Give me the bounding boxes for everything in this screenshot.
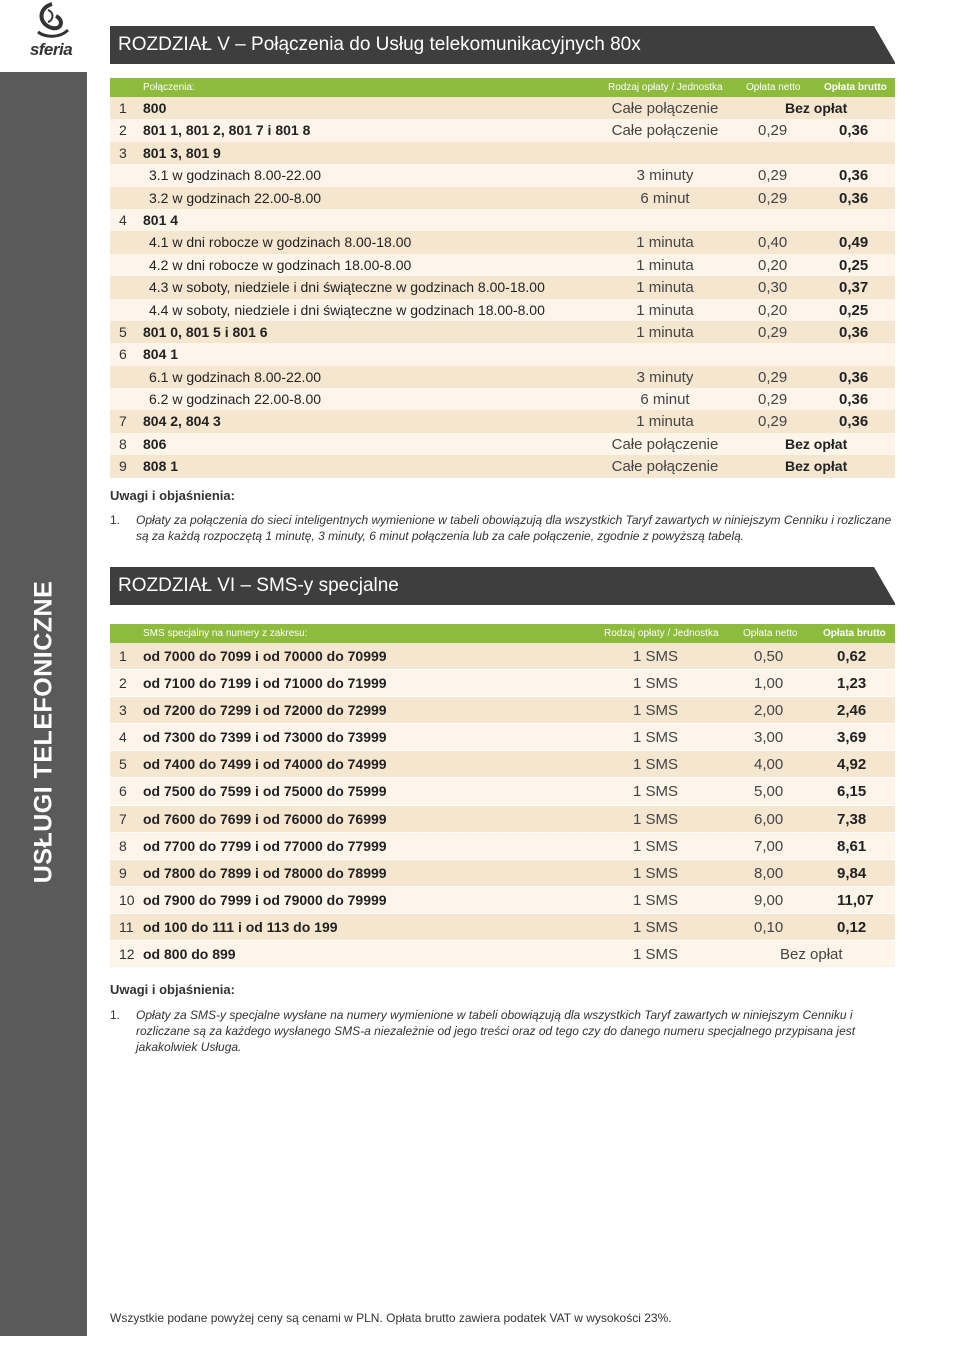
header-gross: Opłata brutto: [824, 82, 887, 93]
charge-unit: 3 minuty: [636, 368, 694, 386]
gross-price: 0,62: [837, 648, 867, 665]
free-label: Bez opłat: [785, 100, 848, 116]
net-price: 0,29: [758, 189, 788, 207]
note-number: 1.: [110, 513, 121, 527]
row-number: 4: [119, 211, 127, 228]
row-number: 10: [119, 891, 135, 908]
net-price: 9,00: [754, 891, 784, 909]
charge-unit: 1 minuta: [636, 256, 694, 274]
chapter-5-table: [110, 78, 895, 478]
net-price: 0,29: [758, 413, 788, 431]
row-label: 804 2, 804 3: [143, 413, 221, 430]
charge-unit: 1 minuta: [636, 323, 694, 341]
row-label: od 7900 do 7999 i od 79000 do 79999: [143, 891, 387, 908]
logo-text: sferia: [29, 40, 73, 59]
net-price: 0,29: [758, 391, 788, 409]
row-number: 8: [119, 837, 127, 854]
row-label: 4.3 w soboty, niedziele i dni świąteczne w godzinach 8.00-18.00: [149, 279, 545, 296]
charge-unit: 1 SMS: [633, 864, 679, 882]
row-label: 801 1, 801 2, 801 7 i 801 8: [143, 122, 311, 139]
row-label: 801 0, 801 5 i 801 6: [143, 323, 268, 340]
charge-unit: 1 SMS: [633, 648, 679, 665]
row-label: od 7800 do 7899 i od 78000 do 78999: [143, 864, 387, 881]
row-number: 8: [119, 435, 127, 452]
table-row: [110, 366, 895, 388]
table-row: [110, 209, 895, 231]
header-unit: Rodzaj opłaty / Jednostka: [604, 628, 719, 639]
net-price: 1,00: [754, 675, 784, 693]
row-label: od 7700 do 7799 i od 77000 do 77999: [143, 837, 387, 854]
gross-price: 0,37: [839, 279, 869, 297]
net-price: 0,20: [758, 301, 788, 319]
table-row: [110, 343, 895, 365]
gross-price: 0,25: [839, 301, 869, 319]
gross-price: 0,36: [839, 323, 869, 341]
gross-price: 0,25: [839, 256, 869, 274]
chapter-5-notes-title: Uwagi i objaśnienia:: [110, 488, 235, 503]
net-price: 0,20: [758, 256, 788, 274]
row-label: 4.2 w dni robocze w godzinach 18.00-8.00: [149, 256, 412, 273]
charge-unit: 6 minut: [640, 391, 690, 409]
charge-unit: 1 SMS: [633, 756, 679, 774]
row-number: 5: [119, 323, 127, 340]
gross-price: 4,92: [837, 756, 867, 774]
table-row: [110, 455, 895, 477]
table-row: [110, 806, 895, 833]
table-row: [110, 860, 895, 887]
table-row: [110, 433, 895, 455]
net-price: 0,29: [758, 368, 788, 386]
logo-swirl-icon: [8, 2, 94, 42]
note-text: Opłaty za SMS-y specjalne wysłane na numery wymienione w tabeli obowiązują dla wszystkich Taryf zawartych w niniejszym Cenniku i rozliczane są za każdego wysłanego SMS-a niezależnie od jego treści oraz od tego czy do danego numeru specjalnego przypisana jest jakakolwiek Usługa.: [136, 1008, 856, 1054]
charge-unit: 1 SMS: [633, 783, 679, 801]
row-label: 801 3, 801 9: [143, 144, 221, 161]
table-row: [110, 941, 895, 968]
table-row: [110, 164, 895, 186]
table-row: [110, 724, 895, 751]
chapter-6-title: ROZDZIAŁ VI – SMS-y specjalne: [118, 575, 399, 596]
table-row: [110, 97, 895, 119]
net-price: 0,29: [758, 323, 788, 341]
net-price: 0,29: [758, 167, 788, 185]
row-number: 12: [119, 946, 135, 963]
gross-price: 3,69: [837, 729, 867, 747]
note-text: Opłaty za połączenia do sieci inteligentnych wymienione w tabeli obowiązują dla wszystkich Taryf zawartych w niniejszym Cenniku i rozliczane są za każdą rozpoczętą 1 minutę, 3 minuty, 6 minut połączenia lub za całe połączenie, zgodnie z powyższą tabelą.: [136, 513, 892, 543]
gross-price: 7,38: [837, 810, 867, 828]
row-label: od 800 do 899: [143, 946, 236, 963]
free-label: Bez opłat: [785, 435, 848, 452]
gross-price: 0,12: [837, 918, 867, 936]
row-label: 4.4 w soboty, niedziele i dni świąteczne w godzinach 18.00-8.00: [149, 301, 545, 318]
row-number: 1: [119, 648, 127, 664]
row-label: od 7000 do 7099 i od 70000 do 70999: [143, 648, 387, 664]
section-title-vertical: USŁUGI TELEFONICZNE: [29, 580, 58, 884]
charge-unit: 6 minut: [640, 189, 690, 207]
table-row: [110, 142, 895, 164]
charge-unit: Całe połączenie: [611, 435, 719, 453]
table-row: [110, 187, 895, 209]
row-label: od 7500 do 7599 i od 75000 do 75999: [143, 783, 387, 800]
table-header: [110, 78, 895, 97]
net-price: 0,50: [754, 648, 784, 665]
table-row: [110, 778, 895, 805]
table-row: [110, 388, 895, 410]
net-price: 4,00: [754, 756, 784, 774]
charge-unit: 1 SMS: [633, 702, 679, 720]
table-row: [110, 410, 895, 432]
row-label: 6.1 w godzinach 8.00-22.00: [149, 368, 322, 385]
chapter-6-table: [110, 624, 895, 968]
net-price: Bez opłat: [780, 946, 843, 964]
charge-unit: 1 minuta: [636, 301, 694, 319]
gross-price: 0,49: [839, 234, 869, 252]
table-row: [110, 299, 895, 321]
table-row: [110, 697, 895, 724]
row-label: od 7400 do 7499 i od 74000 do 74999: [143, 756, 387, 773]
row-label: 3.1 w godzinach 8.00-22.00: [149, 167, 322, 184]
row-number: 6: [119, 783, 127, 800]
row-label: 804 1: [143, 346, 179, 363]
row-number: 11: [119, 918, 134, 935]
net-price: 8,00: [754, 864, 784, 882]
row-number: 3: [119, 702, 127, 719]
row-number: 1: [119, 100, 127, 116]
row-label: 800: [143, 100, 167, 116]
row-label: 6.2 w godzinach 22.00-8.00: [149, 391, 322, 408]
table-header: [110, 624, 895, 643]
row-label: od 7300 do 7399 i od 73000 do 73999: [143, 729, 387, 746]
gross-price: 0,36: [839, 189, 869, 207]
table-row: [110, 887, 895, 914]
chapter-6-notes-title: Uwagi i objaśnienia:: [110, 982, 235, 997]
row-number: 7: [119, 413, 127, 430]
row-label: od 7600 do 7699 i od 76000 do 76999: [143, 810, 387, 827]
row-label: od 7100 do 7199 i od 71000 do 71999: [143, 675, 387, 692]
net-price: 0,30: [758, 279, 788, 297]
table-row: [110, 643, 895, 670]
charge-unit: 3 minuty: [636, 167, 694, 185]
gross-price: 0,36: [839, 391, 869, 409]
table-row: [110, 119, 895, 141]
row-number: 9: [119, 458, 127, 475]
charge-unit: 1 minuta: [636, 234, 694, 252]
table-row: [110, 254, 895, 276]
row-number: 9: [119, 864, 127, 881]
row-label: 4.1 w dni robocze w godzinach 8.00-18.00: [149, 234, 412, 251]
sferia-logo: [8, 2, 94, 68]
net-price: 0,29: [758, 122, 788, 140]
header-net: Opłata netto: [746, 82, 801, 93]
net-price: 2,00: [754, 702, 784, 720]
gross-price: 2,46: [837, 702, 867, 720]
charge-unit: 1 SMS: [633, 729, 679, 747]
charge-unit: 1 SMS: [633, 918, 679, 936]
row-label: 801 4: [143, 211, 179, 228]
header-gross: Opłata brutto: [823, 628, 886, 639]
table-row: [110, 914, 895, 941]
row-label: od 7200 do 7299 i od 72000 do 72999: [143, 702, 387, 719]
net-price: 0,40: [758, 234, 788, 252]
row-label: od 100 do 111 i od 113 do 199: [143, 918, 338, 935]
row-number: 2: [119, 675, 127, 692]
charge-unit: Całe połączenie: [611, 458, 719, 476]
gross-price: 0,36: [839, 122, 869, 140]
page-number: 16: [28, 1334, 59, 1364]
row-number: 3: [119, 144, 127, 161]
chapter-5-note: [110, 512, 900, 544]
charge-unit: 1 SMS: [633, 675, 679, 693]
row-number: 5: [119, 756, 127, 773]
gross-price: 0,36: [839, 368, 869, 386]
row-label: 808 1: [143, 458, 179, 475]
gross-price: 6,15: [837, 783, 867, 801]
free-label: Bez opłat: [785, 458, 848, 475]
table-row: [110, 751, 895, 778]
row-number: 4: [119, 729, 127, 746]
chapter-5-title: ROZDZIAŁ V – Połączenia do Usług telekomunikacyjnych 80x: [118, 34, 641, 55]
table-row: [110, 276, 895, 298]
charge-unit: 1 SMS: [633, 837, 679, 855]
table-row: [110, 231, 895, 253]
gross-price: 9,84: [837, 864, 867, 882]
charge-unit: 1 SMS: [633, 946, 679, 964]
table-row: [110, 321, 895, 343]
row-number: 7: [119, 810, 127, 827]
gross-price: 8,61: [837, 837, 867, 855]
header-net: Opłata netto: [743, 628, 798, 639]
chapter-6-note: [110, 1007, 900, 1055]
charge-unit: 1 SMS: [633, 891, 679, 909]
net-price: 0,10: [754, 918, 784, 936]
row-number: 2: [119, 122, 127, 139]
left-sidebar: [0, 72, 87, 1364]
charge-unit: 1 SMS: [633, 810, 679, 828]
charge-unit: Całe połączenie: [611, 122, 719, 140]
row-label: 806: [143, 435, 167, 452]
net-price: 7,00: [754, 837, 784, 855]
row-label: 3.2 w godzinach 22.00-8.00: [149, 189, 322, 206]
header-name: SMS specjalny na numery z zakresu:: [143, 628, 308, 639]
header-unit: Rodzaj opłaty / Jednostka: [608, 82, 723, 93]
net-price: 6,00: [754, 810, 784, 828]
gross-price: 0,36: [839, 413, 869, 431]
charge-unit: Całe połączenie: [611, 100, 719, 117]
charge-unit: 1 minuta: [636, 279, 694, 297]
gross-price: 0,36: [839, 167, 869, 185]
table-row: [110, 670, 895, 697]
charge-unit: 1 minuta: [636, 413, 694, 431]
row-number: 6: [119, 346, 127, 363]
header-name: Połączenia:: [143, 82, 195, 93]
net-price: 3,00: [754, 729, 784, 747]
net-price: 5,00: [754, 783, 784, 801]
chapter-5-banner: [110, 26, 895, 64]
gross-price: 11,07: [837, 891, 874, 909]
footer-note: Wszystkie podane powyżej ceny są cenami w PLN. Opłata brutto zawiera podatek VAT w wysokości 23%.: [110, 1311, 672, 1325]
table-row: [110, 833, 895, 860]
chapter-6-banner: [110, 567, 895, 605]
gross-price: 1,23: [837, 675, 867, 693]
note-number: 1.: [110, 1008, 121, 1022]
